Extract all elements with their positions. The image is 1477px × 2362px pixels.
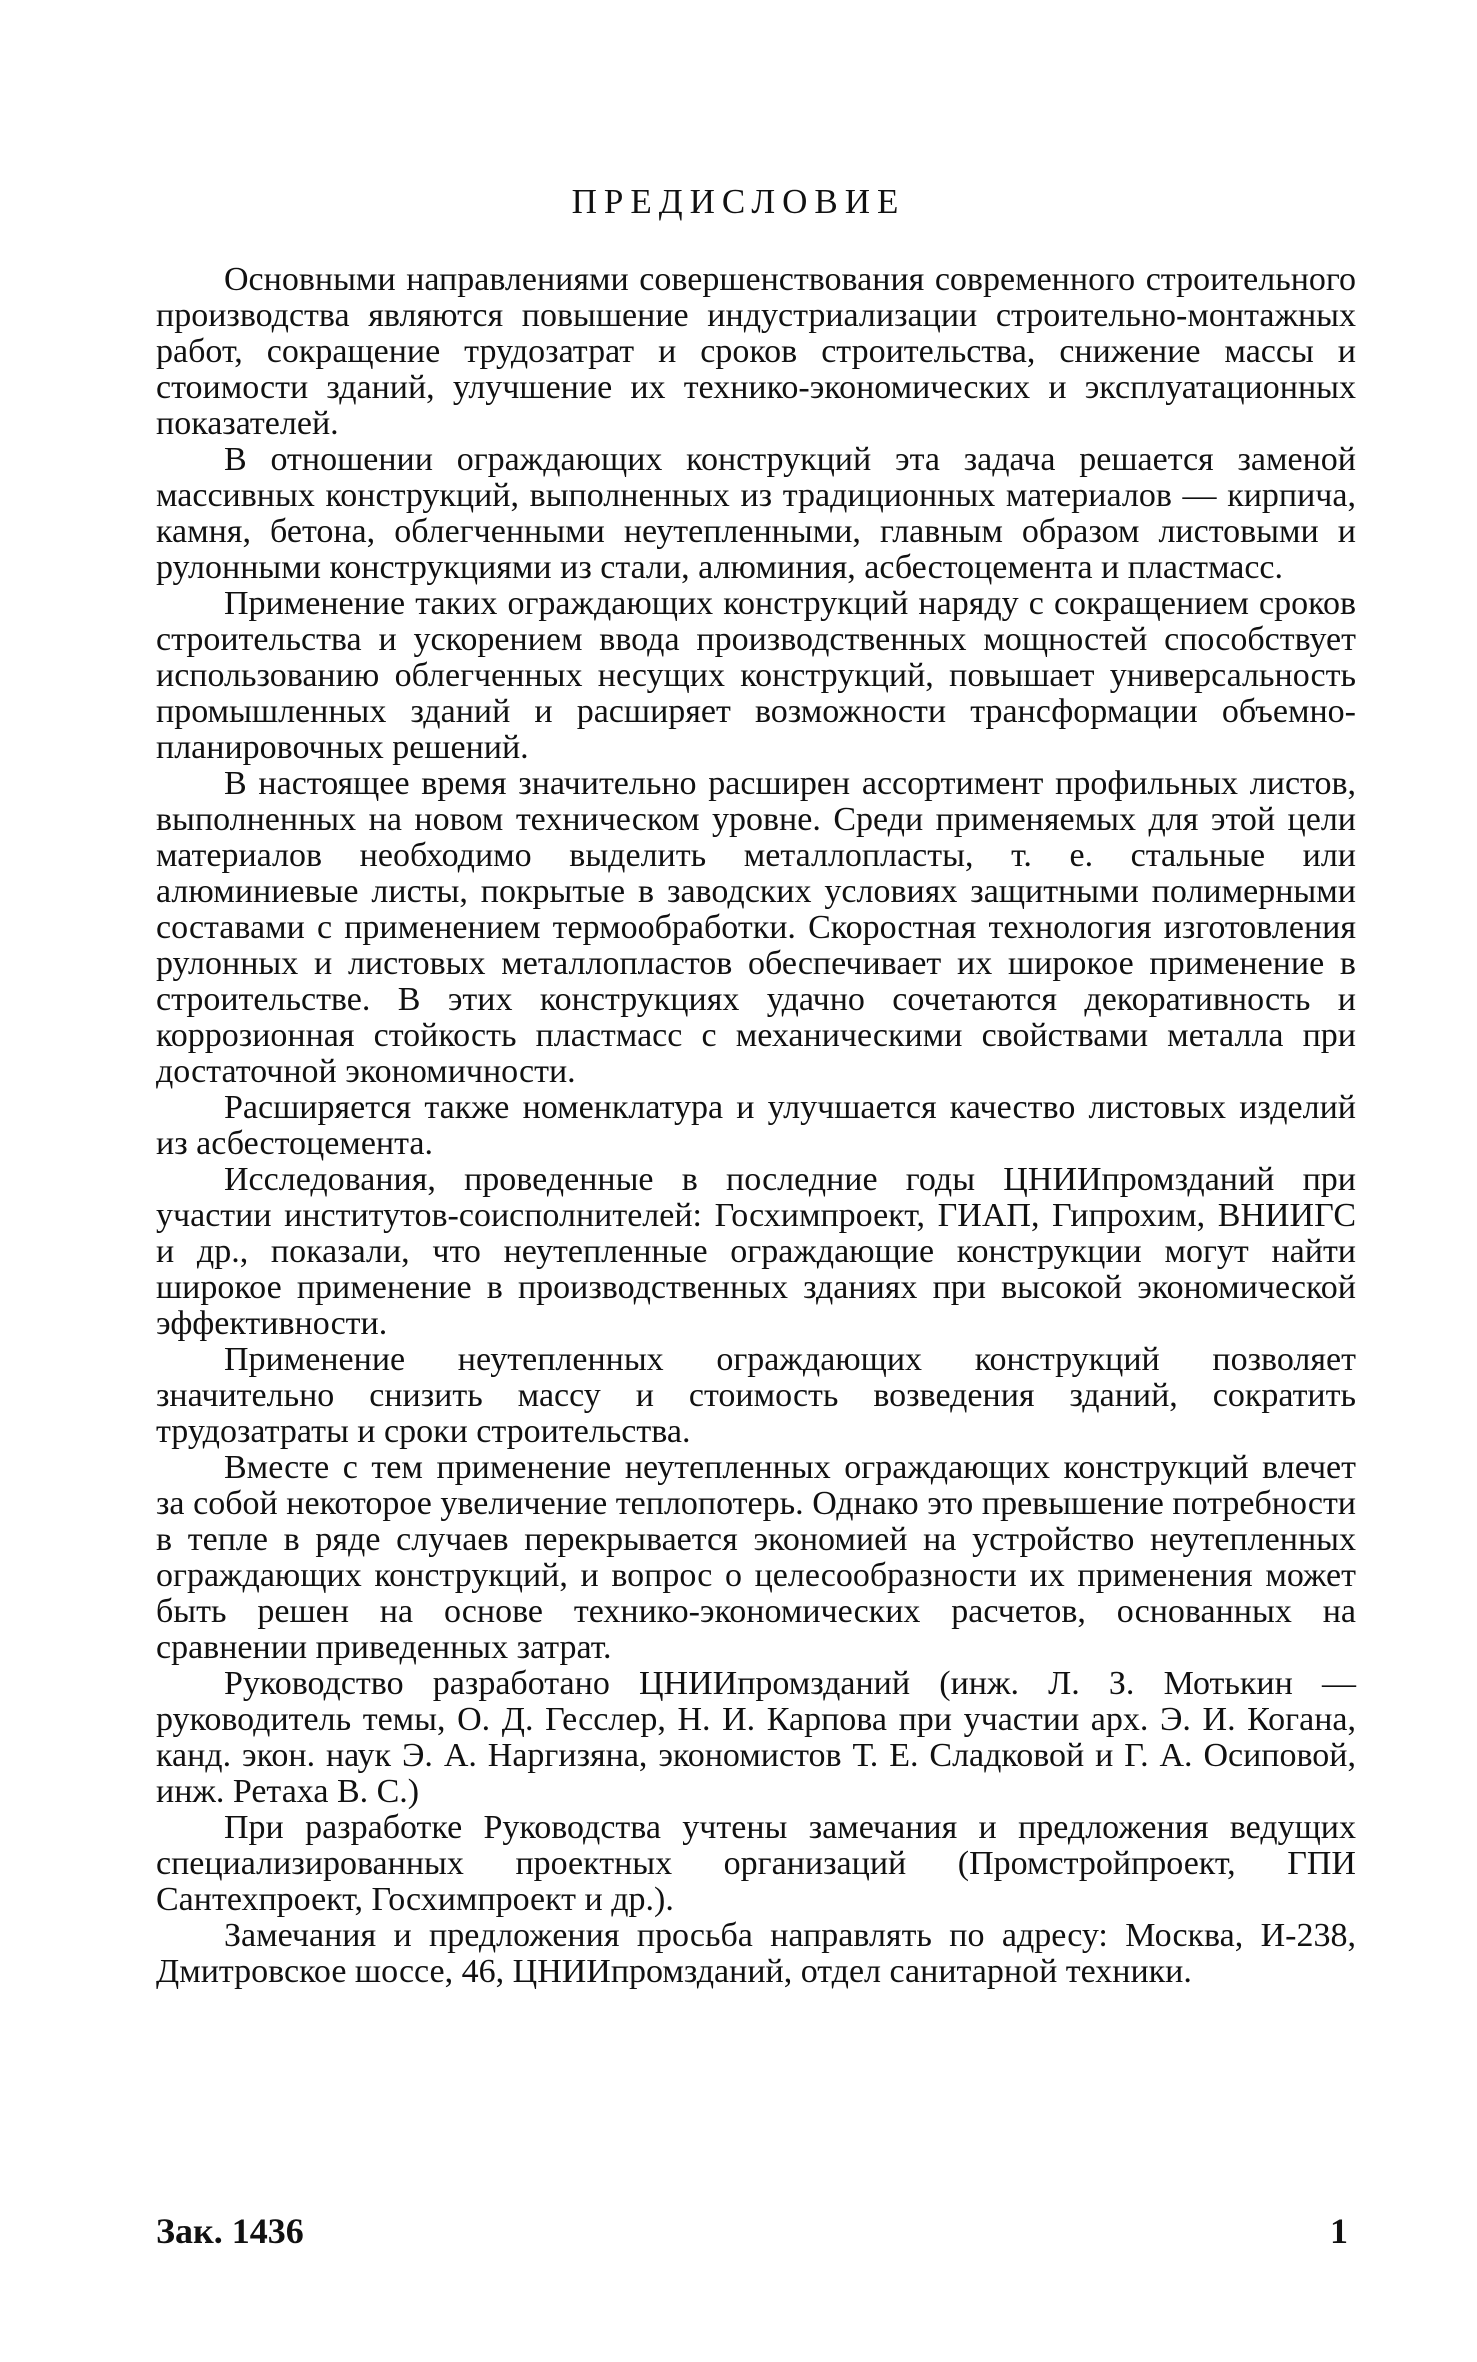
page-number: 1 (1330, 2211, 1348, 2251)
paragraph: Вместе с тем применение неутепленных ограждающих конструкций влечет за собой некоторое увеличение теплопотерь. Однако это превышение потребности в тепле в ряде случаев перекрывается экономией на устройство неутепленных ограждающих конструкций, и вопрос о целесообразности их применения может быть решен на основе технико-экономических расчетов, основанных на сравнении приведенных затрат. (156, 1449, 1356, 1666)
paragraph: Основными направлениями совершенствования современного строительного производства являются повышение индустриализации строительно-монтажных работ, сокращение трудозатрат и сроков строительства, снижение массы и стоимости зданий, улучшение их технико-экономических и эксплуатационных показателей. (156, 261, 1356, 442)
page-title: ПРЕДИСЛОВИЕ (571, 182, 906, 221)
paragraph: Руководство разработано ЦНИИпромзданий (инж. Л. З. Мотькин — руководитель темы, О. Д. Гесслер, Н. И. Карпова при участии арх. Э. И. Когана, канд. экон. наук Э. А. Наргизяна, экономистов Т. Е. Сладковой и Г. А. Осиповой, инж. Ретаха В. С.) (156, 1665, 1356, 1810)
preface-body (156, 262, 1356, 1990)
paragraph: При разработке Руководства учтены замечания и предложения ведущих специализированных проектных организаций (Промстройпроект, ГПИ Сантехпроект, Госхимпроект и др.). (156, 1809, 1356, 1918)
paragraph: Исследования, проведенные в последние годы ЦНИИпромзданий при участии институтов-соисполнителей: Госхимпроект, ГИАП, Гипрохим, ВНИИГС и др., показали, что неутепленные ограждающие конструкции могут найти широкое применение в производственных зданиях при высокой экономической эффективности. (156, 1161, 1356, 1342)
paragraph: Применение неутепленных ограждающих конструкций позволяет значительно снизить массу и стоимость возведения зданий, сократить трудозатраты и сроки строительства. (156, 1341, 1356, 1450)
paragraph: Замечания и предложения просьба направлять по адресу: Москва, И-238, Дмитровское шоссе, 46, ЦНИИпромзданий, отдел санитарной техники. (156, 1917, 1356, 1990)
paragraph: В настоящее время значительно расширен ассортимент профильных листов, выполненных на новом техническом уровне. Среди применяемых для этой цели материалов необходимо выделить металлопласты, т. е. стальные или алюминиевые листы, покрытые в заводских условиях защитными полимерными составами с применением термообработки. Скоростная технология изготовления рулонных и листовых металлопластов обеспечивает их широкое применение в строительстве. В этих конструкциях удачно сочетаются декоративность и коррозионная стойкость пластмасс с механическими свойствами металла при достаточной экономичности. (156, 765, 1356, 1090)
paragraph: Расширяется также номенклатура и улучшается качество листовых изделий из асбестоцемента. (156, 1089, 1356, 1162)
paragraph: Применение таких ограждающих конструкций наряду с сокращением сроков строительства и ускорением ввода производственных мощностей способствует использованию облегченных несущих конструкций, повышает универсальность промышленных зданий и расширяет возможности трансформации объемно-планировочных решений. (156, 585, 1356, 766)
paragraph: В отношении ограждающих конструкций эта задача решается заменой массивных конструкций, выполненных из традиционных материалов — кирпича, камня, бетона, облегченными неутепленными, главным образом листовыми и рулонными конструкциями из стали, алюминия, асбестоцемента и пластмасс. (156, 441, 1356, 586)
order-number: Зак. 1436 (156, 2211, 304, 2251)
page-footer (156, 2210, 1356, 2254)
